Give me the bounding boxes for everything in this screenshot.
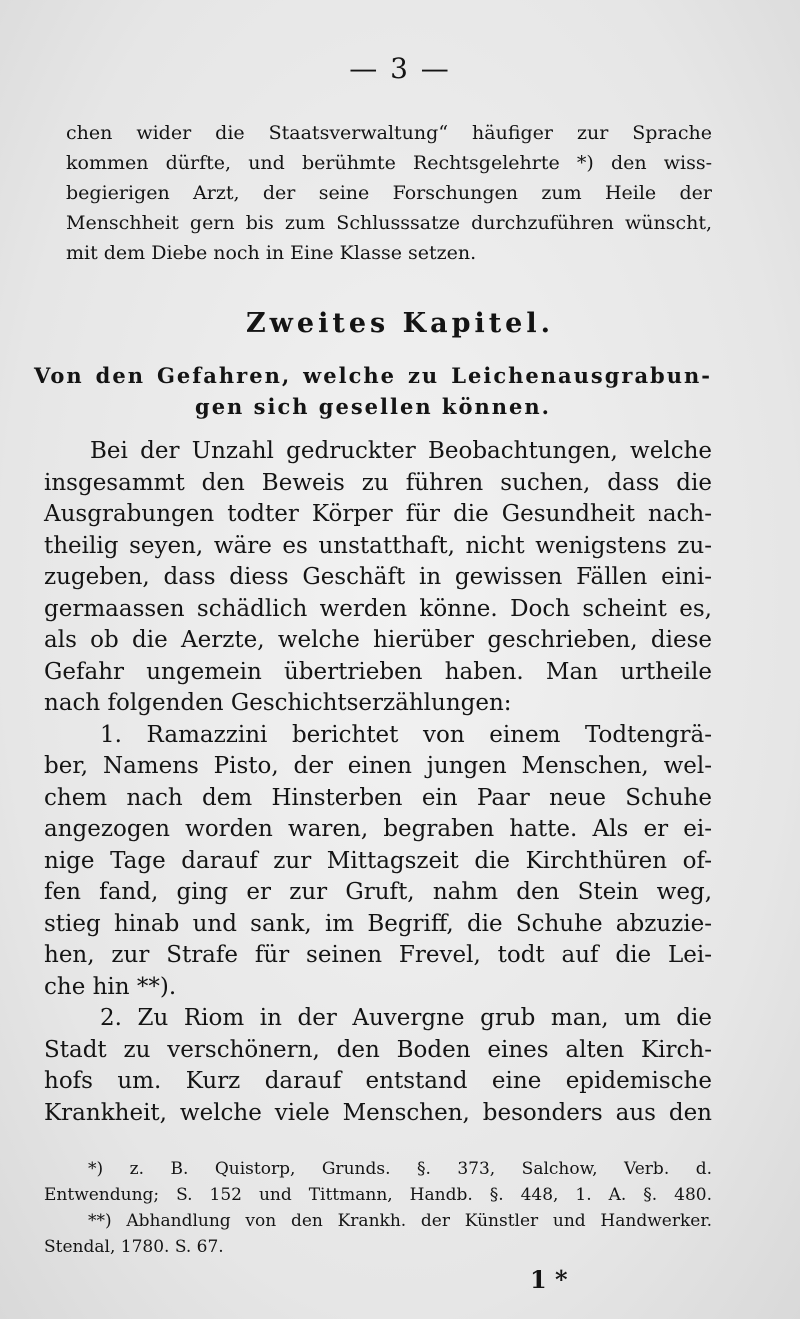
text-line: Menschheit gern bis zum Schlusssatze durchzuführen wünscht, [66,212,712,234]
text-line: ber, Namens Pisto, der einen jungen Menschen, wel- [44,753,712,779]
text-line: Krankheit, welche viele Menschen, besonders aus den [44,1099,712,1126]
chapter-subtitle [34,360,712,422]
text-line: germaassen schädlich werden könne. Doch scheint es, [44,595,712,622]
text-line: begierigen Arzt, der seine Forschungen zum Heile der [66,182,712,204]
chapter-title: Zweites Kapitel. [245,308,555,339]
text-line: hen, zur Strafe für seinen Frevel, todt auf die Lei- [44,942,712,968]
text-line: als ob die Aerzte, welche hierüber geschrieben, diese [44,627,712,653]
text-line: chem nach dem Hinsterben ein Paar neue Schuhe [44,784,712,811]
text-line: fen fand, ging er zur Gruft, nahm den Stein weg, [44,879,712,905]
text-line: Stadt zu verschönern, den Boden eines alten Kirch- [44,1036,712,1063]
signature-mark: 1 * [530,1265,568,1294]
footnote-line: **) Abhandlung von den Krankh. der Künstler und Handwerker. [88,1211,712,1231]
footnotes [44,1156,712,1260]
text-line: chen wider die Staatsverwaltung“ häufiger zur Sprache [66,122,712,144]
subtitle-line: Von den Gefahren, welche zu Leichenausgrabun- [34,363,712,388]
text-line: Ausgrabungen todter Körper für die Gesundheit nach- [44,501,712,527]
text-line: zugeben, dass diess Geschäft in gewissen Fällen eini- [44,564,712,590]
text-line: kommen dürfte, und berühmte Rechtsgelehrte *) den wiss- [66,152,712,174]
text-line: nige Tage darauf zur Mittagszeit die Kirchthüren of- [44,847,712,874]
text-line: 1. Ramazzini berichtet von einem Todtengrä- [100,721,712,748]
main-text [44,436,712,1129]
text-line: Gefahr ungemein übertrieben haben. Man urtheile [44,658,712,685]
page-number: — 3 — [349,52,451,85]
text-line: mit dem Diebe noch in Eine Klasse setzen. [66,242,477,264]
intro-paragraph [44,118,712,268]
footnote-line: Stendal, 1780. S. 67. [44,1237,224,1257]
footnote-line: *) z. B. Quistorp, Grunds. §. 373, Salchow, Verb. d. [88,1159,712,1179]
text-line: stieg hinab und sank, im Begriff, die Schuhe abzuzie- [44,910,712,937]
footnote-line: Entwendung; S. 152 und Tittmann, Handb. §. 448, 1. A. §. 480. [44,1185,712,1205]
text-line: 2. Zu Riom in der Auvergne grub man, um die [100,1005,712,1031]
text-line: Bei der Unzahl gedruckter Beobachtungen, welche [90,438,712,464]
text-line: insgesammt den Beweis zu führen suchen, dass die [44,469,712,496]
text-line: che hin **). [44,973,177,1000]
text-line: hofs um. Kurz darauf entstand eine epidemische [44,1068,712,1094]
text-line: theilig seyen, wäre es unstatthaft, nicht wenigstens zu- [44,532,712,559]
subtitle-line: gen sich gesellen können. [195,394,551,419]
text-line: angezogen worden waren, begraben hatte. Als er ei- [44,816,712,842]
text-line: nach folgenden Geschichtserzählungen: [44,690,512,716]
